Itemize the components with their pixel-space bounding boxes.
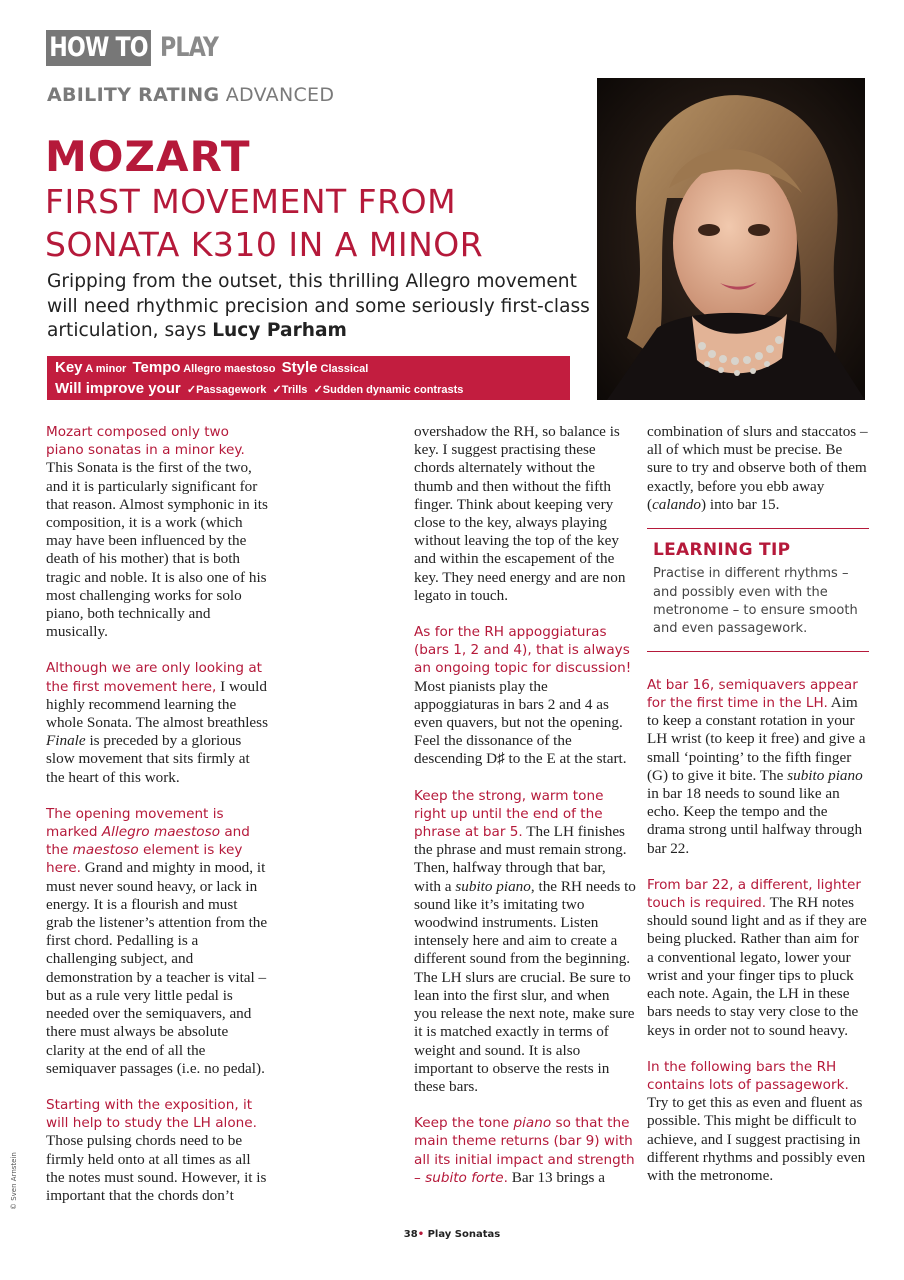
piece-title-line2: SONATA K310 IN A MINOR xyxy=(45,225,484,264)
paragraph xyxy=(414,787,636,1096)
ability-rating-label: ABILITY RATING xyxy=(47,84,220,106)
paragraph xyxy=(46,659,268,786)
tempo-value: Allegro maestoso xyxy=(183,363,276,375)
standfirst-author: Lucy Parham xyxy=(212,320,347,341)
paragraph xyxy=(46,805,268,1078)
paragraph-emphasis: calando xyxy=(652,495,701,513)
paragraph-body: Aim to keep a constant rotation in your LH wrist (to keep it free) and give a small ‘pointing’ to the fifth finger (G) to give it bite. The xyxy=(647,694,866,784)
paragraph xyxy=(46,1096,268,1205)
piece-title xyxy=(45,180,585,266)
learning-tip-text: Practise in different rhythms – and possibly even with the metronome – to ensure smooth and even passagework. xyxy=(653,566,858,637)
paragraph-body: in bar 18 needs to sound like an echo. Keep the tempo and the drama strong until halfway through bar 22. xyxy=(647,785,863,857)
paragraph-emphasis: Finale xyxy=(46,732,86,750)
paragraph-lead: At bar 16, semiquavers appear for the first time in the LH. xyxy=(647,676,858,712)
paragraph-emphasis: subito piano xyxy=(455,877,531,895)
paragraph-body: This Sonata is the first of the two, and it is particularly significant for that reason. Almost symphonic in its composition, it is a work (which may have been influenced by the death of his mother) that is both tragic and noble. It is also one of his most challenging works for solo piano, both technically and musically. xyxy=(46,459,268,641)
paragraph-body: Most pianists play the appoggiaturas in bars 2 and 4 as even quavers, but not the opening. Feel the dissonance of the descending D♯ to the E at the start. xyxy=(414,677,627,768)
lead-part: Keep the tone xyxy=(414,1115,514,1132)
lead-part: element is key here. xyxy=(46,842,243,877)
paragraph-body: The RH notes should sound light and as if they are being plucked. Rather than aim for a conventional legato, lower your wrist and your finger tips to pluck each note. Again, the LH in these bars needs to stay very close to the keys in order not to sound heavy. xyxy=(647,894,867,1039)
lead-emphasis: Allegro maestoso xyxy=(101,824,221,841)
page-footer xyxy=(0,1229,904,1240)
improve-label: Will improve your xyxy=(55,380,181,397)
lead-emphasis: subito forte xyxy=(425,1169,504,1186)
paragraph xyxy=(647,676,869,858)
lead-part: The opening movement is marked xyxy=(46,805,224,841)
learning-tip-heading: LEARNING TIP xyxy=(653,540,791,561)
ability-rating xyxy=(47,84,334,106)
section-logo-play: PLAY xyxy=(160,32,219,63)
paragraph-body: , the RH needs to sound like it’s imitating two woodwind instruments. Listen intensely here and aim to create a different sound from the beginning. The LH slurs are crucial. Be sure to lean into the first slur, and when you release the next note, make sure it is matched exactly in terms of weight and sound. It is also important to observe the rests in these bars. xyxy=(414,877,636,1095)
learning-tip-box xyxy=(647,528,869,652)
paragraph-body: Those pulsing chords need to be firmly held onto at all times as all the notes must sound. However, it is important that the chords don’t xyxy=(46,1132,267,1204)
ability-rating-value: ADVANCED xyxy=(225,84,335,106)
info-bar xyxy=(47,356,570,400)
paragraph-lead: Mozart composed only two piano sonatas in a minor key. xyxy=(46,424,245,459)
paragraph-lead: From bar 22, a different, lighter touch is required. xyxy=(647,876,861,912)
lead-part: and the xyxy=(46,824,250,859)
paragraph-body: I would highly recommend learning the whole Sonata. The almost breathless xyxy=(46,677,268,732)
paragraph xyxy=(46,423,268,641)
paragraph xyxy=(647,423,869,514)
paragraph-body: The LH finishes the phrase and must remain strong. Then, halfway through that bar, with a xyxy=(414,823,627,895)
piece-title-line1: FIRST MOVEMENT FROM xyxy=(45,182,457,221)
key-label: Key xyxy=(55,359,83,376)
paragraph-lead: In the following bars the RH contains lots of passagework. xyxy=(647,1058,849,1093)
paragraph-body: Try to get this as even and fluent as possible. This might be difficult to achieve, and I suggest practising in different rhythms and possibly even with the metronome. xyxy=(647,1094,866,1184)
paragraph-body: combination of slurs and staccatos – all of which must be precise. Be sure to try and observe both of them exactly, before you ebb away ( xyxy=(647,423,868,513)
improve-item: ✓Trills xyxy=(272,384,308,396)
paragraph-lead: Although we are only looking at the first movement here, xyxy=(46,660,262,695)
lead-part: . xyxy=(503,1169,508,1186)
article-column-2 xyxy=(414,423,636,1205)
style-value: Classical xyxy=(320,363,369,375)
composer-title: MOZART xyxy=(45,132,251,181)
paragraph-body: ) into bar 15. xyxy=(701,495,780,513)
style-label: Style xyxy=(281,359,318,376)
improve-item: ✓Sudden dynamic contrasts xyxy=(313,384,464,396)
standfirst-line2: will need rhythmic precision and some seriously first-class xyxy=(47,295,590,317)
key-value: A minor xyxy=(85,363,127,375)
standfirst-line1: Gripping from the outset, this thrilling Allegro movement xyxy=(47,271,577,292)
article-column-1 xyxy=(46,423,268,1223)
lead-part: so that the main theme returns (bar 9) with all its initial impact and strength – xyxy=(414,1115,635,1186)
paragraph xyxy=(647,1058,869,1185)
paragraph-lead: Starting with the exposition, it will help to study the LH alone. xyxy=(46,1096,257,1132)
paragraph xyxy=(414,623,636,769)
standfirst-line3: articulation, says xyxy=(47,320,207,341)
paragraph xyxy=(647,876,869,1040)
tempo-label: Tempo xyxy=(132,359,181,376)
section-logo xyxy=(46,30,231,66)
standfirst xyxy=(47,270,590,344)
author-portrait xyxy=(597,78,865,400)
page-separator-icon: • xyxy=(417,1229,425,1240)
paragraph xyxy=(414,423,636,605)
paragraph-body: is preceded by a glorious slow movement that sits firmly at the heart of this work. xyxy=(46,732,250,786)
photo-credit: © Sven Arnstein xyxy=(10,1152,18,1210)
lead-emphasis: piano xyxy=(513,1115,552,1132)
paragraph-body: Bar 13 brings a xyxy=(507,1168,605,1186)
publication-name: Play Sonatas xyxy=(424,1229,501,1240)
page-number: 38 xyxy=(403,1229,418,1240)
section-logo-howto: HOW TO xyxy=(46,30,151,66)
paragraph-lead: Keep the strong, warm tone right up until the end of the phrase at bar 5. xyxy=(414,787,604,841)
portrait-illustration xyxy=(597,78,865,400)
paragraph-emphasis: subito piano xyxy=(787,766,863,784)
article-column-3 xyxy=(647,423,869,1203)
paragraph xyxy=(414,1114,636,1187)
paragraph-body: Grand and mighty in mood, it must never sound heavy, or lack in energy. It is a flourish and must grab the listener’s attention from the first chord. Pedalling is a challenging subject, and demonstration by a teacher is vital – but as a rule very little pedal is needed over the semiquavers, and there must always be absolute clarity at the end of all the semiquaver passages (i.e. no pedal). xyxy=(46,859,268,1077)
paragraph-body: overshadow the RH, so balance is key. I suggest practising these chords alternately without the thumb and then without the fifth finger. Think about keeping very close to the key, always playing without leaving the top of the key and within the escapement of the key. They need energy and are non legato in touch. xyxy=(414,423,626,604)
paragraph-lead: As for the RH appoggiaturas (bars 1, 2 and 4), that is always an ongoing topic for discussion! xyxy=(414,624,632,677)
lead-emphasis: maestoso xyxy=(72,842,139,859)
improve-item: ✓Passagework xyxy=(186,384,267,396)
